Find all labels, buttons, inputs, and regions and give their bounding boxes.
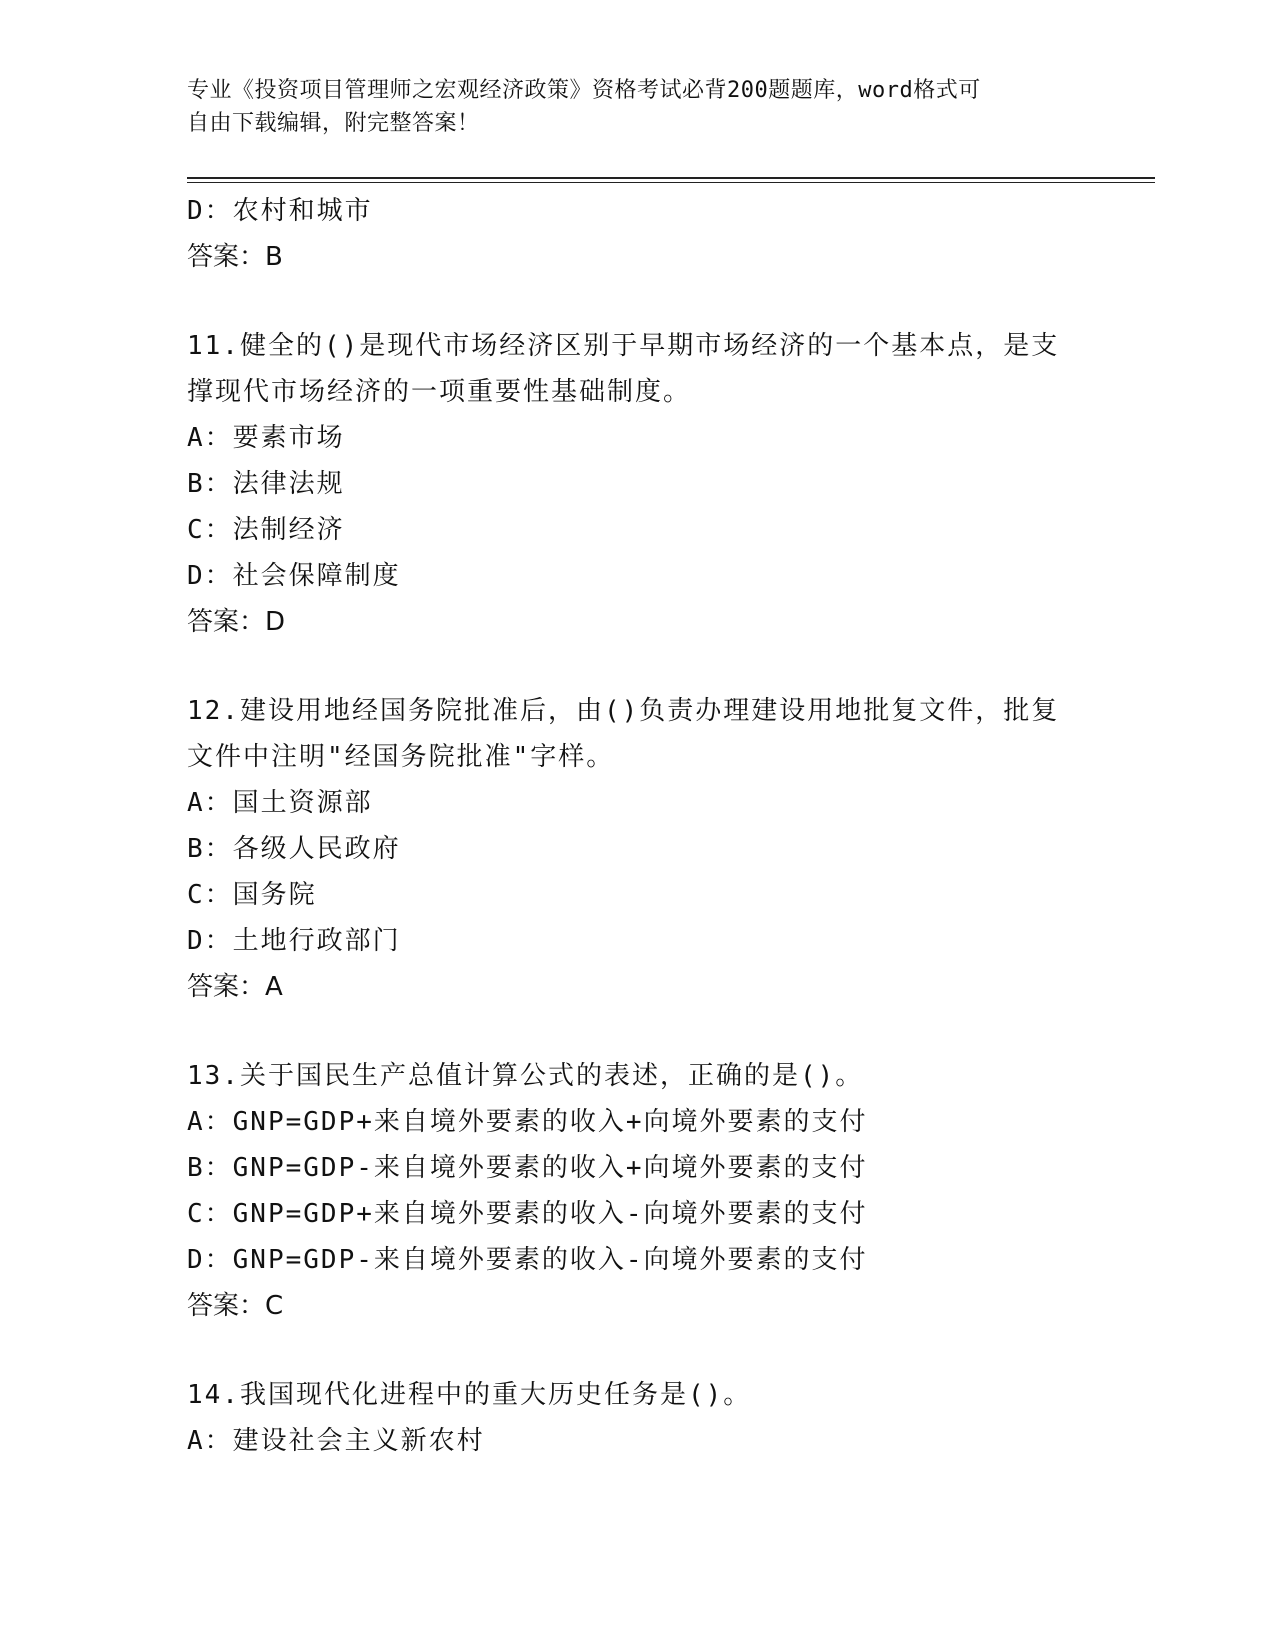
question-stem: 14.我国现代化进程中的重大历史任务是()。 (187, 1380, 752, 1410)
option-d: D：农村和城市 (187, 196, 373, 226)
option-a: A：GNP=GDP+来自境外要素的收入+向境外要素的支付 (187, 1107, 868, 1137)
option-b: B：法律法规 (187, 469, 345, 499)
answer-line: 答案：C (187, 1291, 284, 1321)
header-line-2: 自由下载编辑，附完整答案！ (187, 111, 480, 136)
option-b: B：GNP=GDP-来自境外要素的收入+向境外要素的支付 (187, 1153, 868, 1183)
answer-line: 答案：D (187, 607, 286, 637)
answer-line: 答案：B (187, 242, 283, 272)
question-stem-continued: 撑现代市场经济的一项重要性基础制度。 (187, 377, 692, 407)
question-stem-continued: 文件中注明"经国务院批准"字样。 (187, 742, 615, 772)
option-a: A：国土资源部 (187, 788, 373, 818)
question-11 (187, 323, 1087, 645)
page-header (187, 74, 1087, 140)
option-c: C：法制经济 (187, 515, 345, 545)
option-a: A：建设社会主义新农村 (187, 1426, 485, 1456)
option-d: D：社会保障制度 (187, 561, 401, 591)
option-d: D：GNP=GDP-来自境外要素的收入-向境外要素的支付 (187, 1245, 868, 1275)
question-13 (187, 1053, 1087, 1329)
question-stem: 11.健全的()是现代市场经济区别于早期市场经济的一个基本点，是支 (187, 331, 1060, 361)
header-divider (187, 177, 1155, 183)
question-stem: 12.建设用地经国务院批准后，由()负责办理建设用地批复文件，批复 (187, 696, 1060, 726)
option-d: D：土地行政部门 (187, 926, 401, 956)
option-b: B：各级人民政府 (187, 834, 401, 864)
option-a: A：要素市场 (187, 423, 345, 453)
option-c: C：国务院 (187, 880, 317, 910)
option-c: C：GNP=GDP+来自境外要素的收入-向境外要素的支付 (187, 1199, 868, 1229)
header-line-1: 专业《投资项目管理师之宏观经济政策》资格考试必背200题题库，word格式可 (187, 78, 981, 103)
question-list (187, 188, 1087, 1464)
question-14 (187, 1372, 1087, 1464)
question-stem: 13.关于国民生产总值计算公式的表述，正确的是()。 (187, 1061, 864, 1091)
question-12 (187, 688, 1087, 1010)
answer-line: 答案：A (187, 972, 283, 1002)
